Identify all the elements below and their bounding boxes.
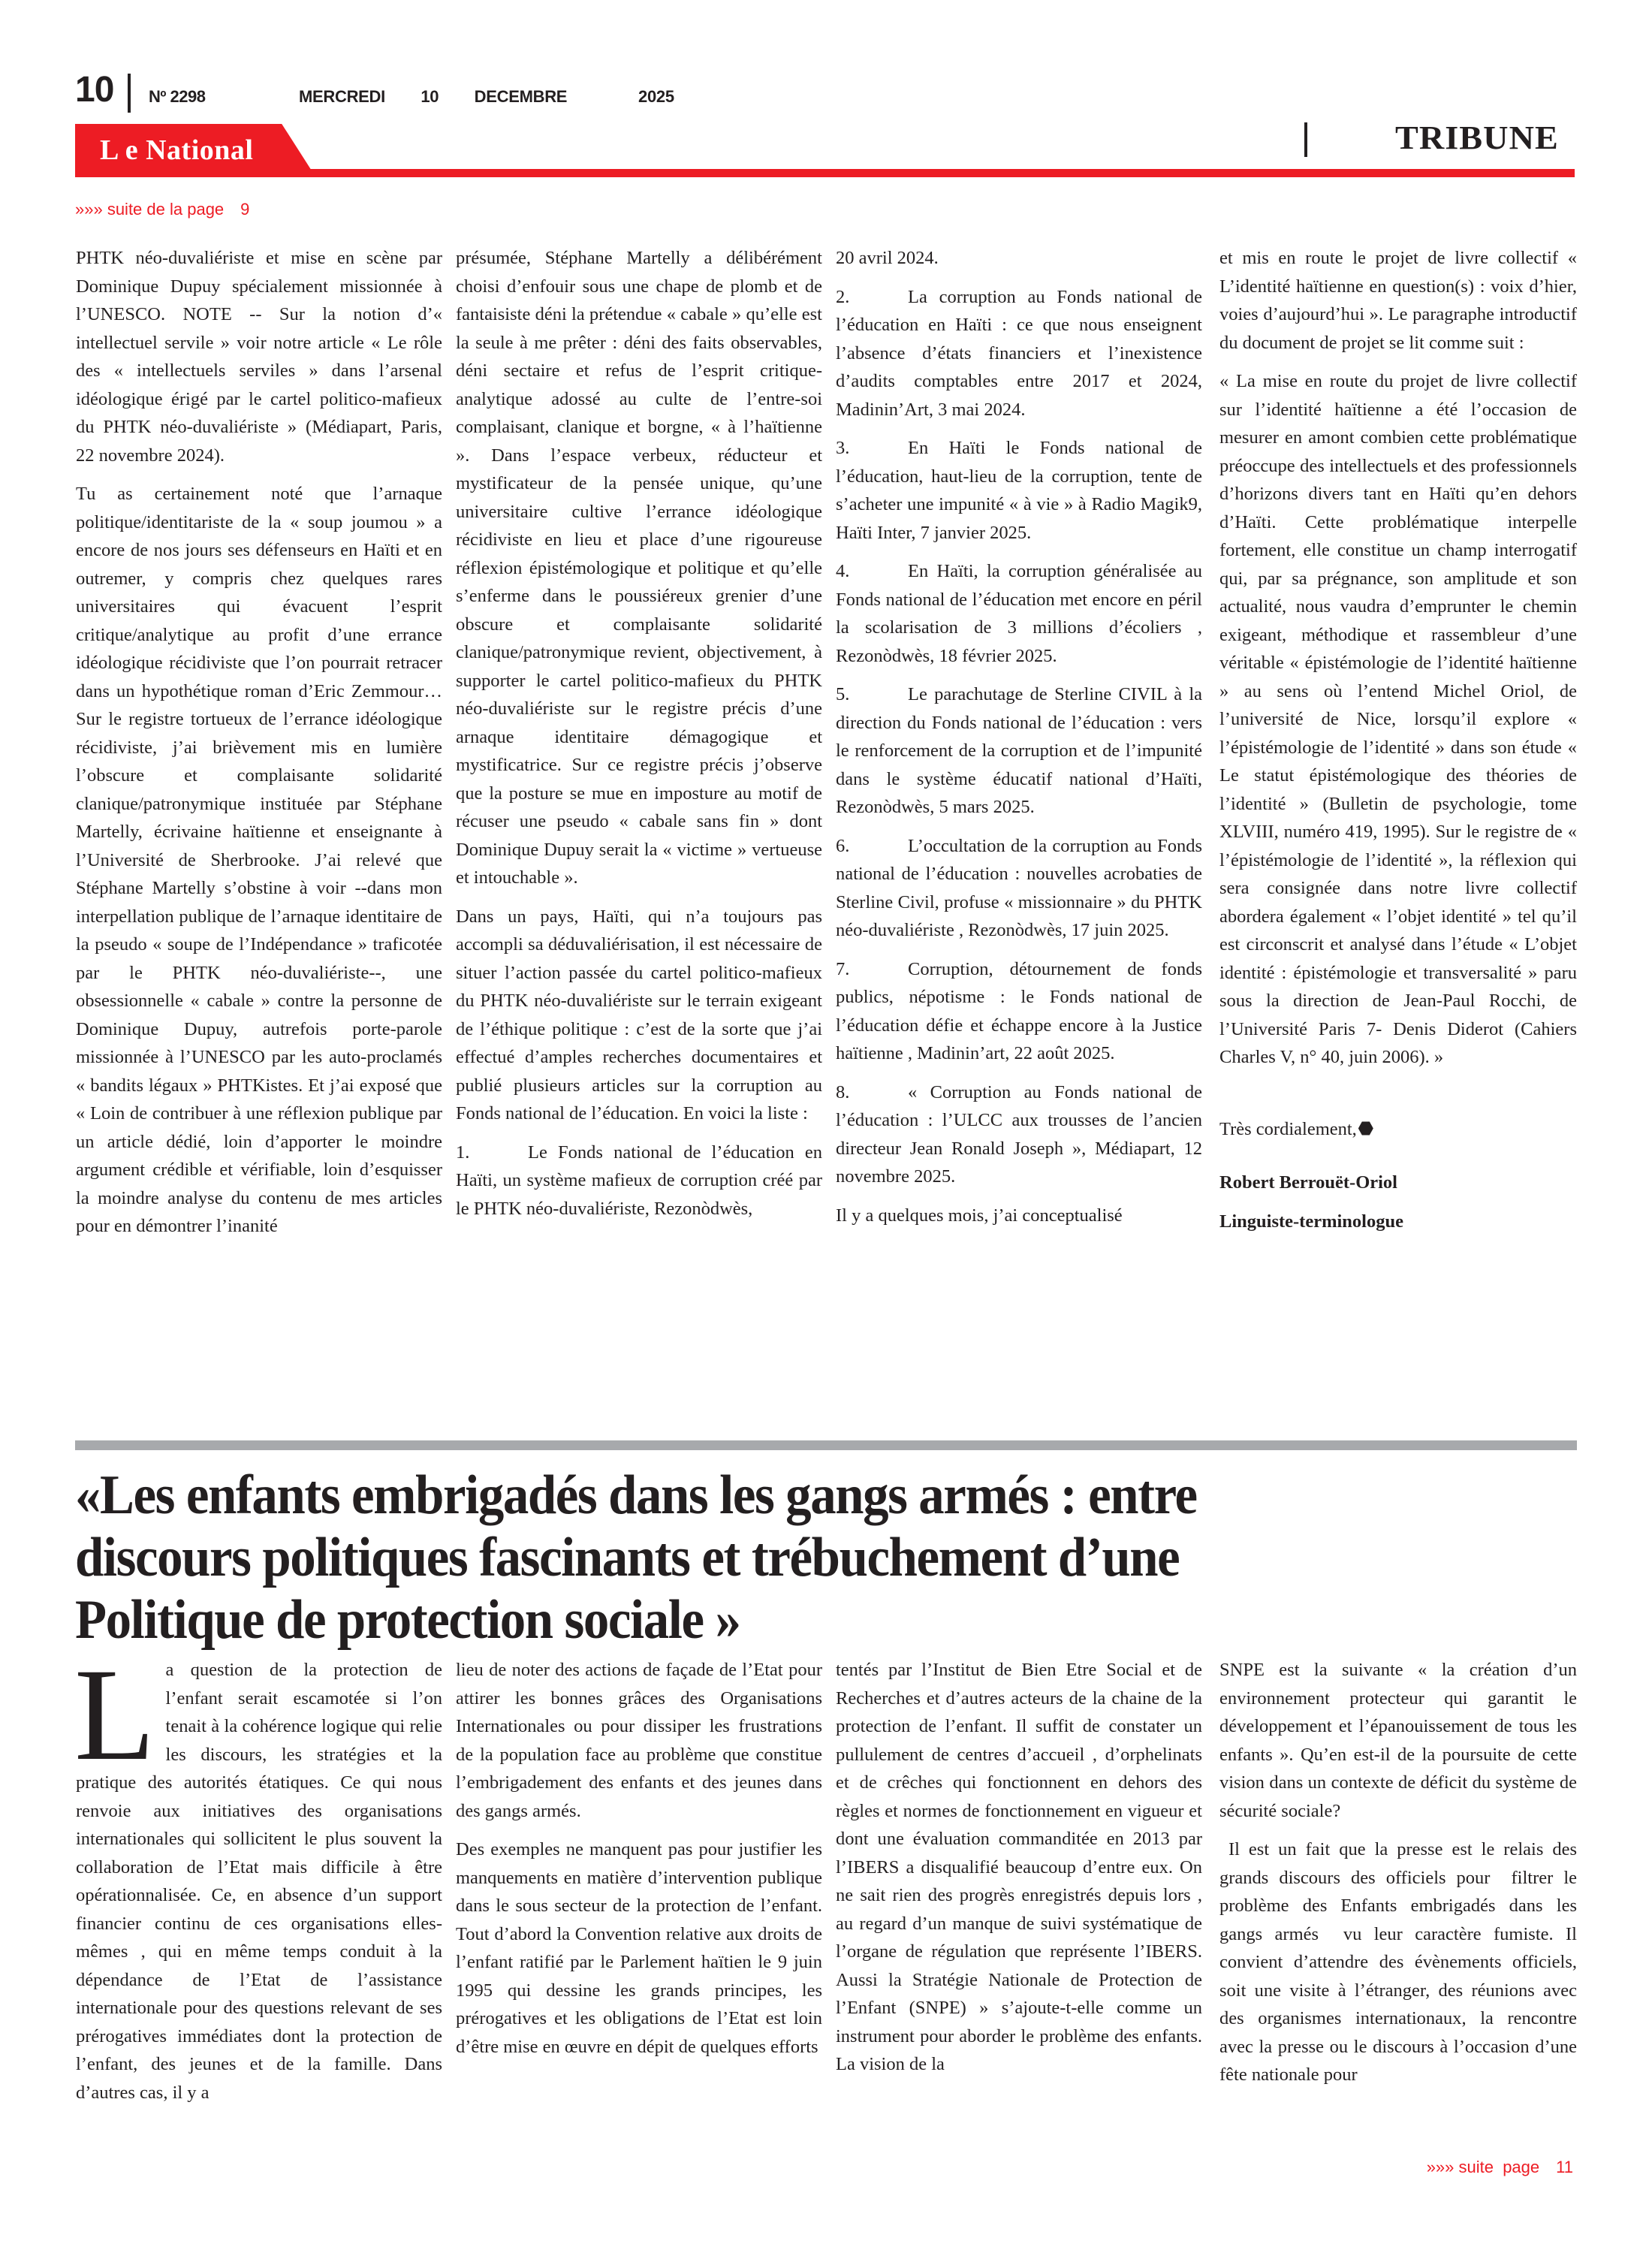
list-item (836, 955, 1202, 1068)
article2-column-4 (1219, 1656, 1582, 2100)
article1-column-4 (1219, 244, 1577, 1246)
article2-column-1 (74, 1642, 442, 2117)
author-name: Robert Berrouët-Oriol (1219, 1172, 1397, 1193)
list-number: 7. (836, 958, 850, 979)
signoff (1219, 1115, 1577, 1144)
article2-column-3 (836, 1656, 1202, 2089)
paragraph: Des exemples ne manquent pas pour justifier les manquements en matière d’intervention publique dans le sous secteur de la protection de l’enfant. Tout d’abord la Convention relative aux droits de l’enfant ratifié par le Parlement haïtien le 9 juin 1995 qui dessine les grands principes, les prérogatives et les obligations de l’Etat est loin d’être mise en œuvre en dépit de quelques efforts (456, 1839, 822, 2057)
paragraph: Il est un fait que la presse est le relais des grands discours des officiels pour filtrer le problème des Enfants embrigadés dans les gangs armés vu leur caractère fumiste. Il convient d’attendre des évènements officiels, soit une visite à l’étranger, des réunions avec des organismes internationaux, la rencontre avec la presse ou le discours à l’occasion d’une fête nationale pour (1219, 1839, 1582, 2085)
list-number: 1. (456, 1142, 470, 1163)
continued-from[interactable] (75, 200, 249, 219)
paragraph (74, 1642, 442, 2107)
list-text: En Haïti, la corruption généralisée au Fonds national de l’éducation met encore en péril la scolarisation de 3 millions d’écoliers , Rezonòdwès, 18 février 2025. (836, 561, 1202, 666)
headline-line: discours politiques fascinants et trébuchement d’une (75, 1527, 1180, 1588)
list-item (836, 434, 1202, 547)
list-text: La corruption au Fonds national de l’éducation en Haïti : ce que nous enseignent l’absence d’états financiers et l’inexistence d’audits comptables entre 2017 et 2024, Madinin’Art, 3 mai 2024. (836, 286, 1202, 420)
list-number: 2. (836, 286, 850, 307)
continued-to-page: 11 (1556, 2158, 1573, 2176)
drop-cap: L (74, 1642, 155, 1788)
list-text: Le parachutage de Sterline CIVIL à la direction du Fonds national de l’éducation : vers le renforcement de la corruption et de l’impunité dans le système éducatif national d’Haïti, Rezonòdwès, 5 mars 2025. (836, 684, 1202, 817)
paragraph: lieu de noter des actions de façade de l’Etat pour attirer les bonnes grâces des Organisations Internationales ou pour dissiper les frustrations de la population face au problème que constitue l’embrigadement des enfants et des jeunes dans des gangs armés. (456, 1660, 822, 1821)
paragraph: et mis en route le projet de livre collectif « L’identité haïtienne en question(s) : voix d’hier, voies d’aujourd’hui ». Le paragraphe introductif du document de projet se lit comme suit : (1219, 248, 1577, 353)
continued-to-label: »»» suite page (1426, 2158, 1540, 2176)
list-item (836, 283, 1202, 424)
paragraph: « La mise en route du projet de livre collectif sur l’identité haïtienne a été l’occasion de mesurer en amont combien cette problématique préoccupe des intellectuels et des professionnels d’horizons divers tant en Haïti qu’en dehors d’Haïti. Cette problématique interpelle fortement, elle constitue un champ interrogatif qui, par sa prégnance, son amplitude et son actualité, nous vaudra d’emprunter le chemin exigeant, méthodique et rassembleur d’une véritable « épistémologie de l’identité haïtienne » au sens où l’entend Michel Oriol, de l’université de Nice, lorsqu’il explore « l’épistémologie de l’identité » dans son étude « Le statut épistémologique des théories de l’identité » (Bulletin de psychologie, tome XLVIII, numéro 419, 1995). Sur le registre de « l’épistémologie de l’identité », la réflexion qui sera consignée dans notre livre collectif abordera également « l’objet identité » tel qu’il est circonscrit et analysé dans l’étude « L’objet identité : épistémologie et transversalité » paru sous la direction de Jean-Paul Rocchi, de l’Université Paris 7- Denis Diderot (Cahiers Charles V, n° 40, juin 2006). » (1219, 371, 1577, 1067)
end-mark-icon (1358, 1121, 1373, 1136)
article2-column-2 (456, 1656, 822, 2071)
page-number-divider (128, 74, 131, 113)
page-number: 10 (75, 70, 114, 110)
author-title: Linguiste-terminologue (1219, 1211, 1403, 1232)
list-item (836, 557, 1202, 670)
list-text: L’occultation de la corruption au Fonds national de l’éducation : nouvelles acrobaties de Sterline Civil, profuse « missionnaire » du PHTK néo-duvaliériste , Rezonòdwès, 17 juin 2025. (836, 835, 1202, 940)
list-text: Corruption, détournement de fonds publics, népotisme : le Fonds national de l’éducation défie et échappe encore à la Justice haïtienne , Madinin’art, 22 août 2025. (836, 958, 1202, 1063)
issue-number: Nº 2298 (149, 87, 206, 106)
paragraph: PHTK néo-duvaliériste et mise en scène par Dominique Dupuy spécialement missionnée à l’UNESCO. NOTE -- Sur la notion d’« intellectuel servile » voir notre article « Le rôle des « intellectuels serviles » dans l’arsenal idéologique érigé par le cartel politico-mafieux du PHTK néo-duvaliériste » (Médiapart, Paris, 22 novembre 2024). (76, 248, 442, 466)
paragraph-text: a question de la protection de l’enfant serait escamotée si l’on tenait à la cohérence logique qui relie les discours, les stratégies et la pratique des autorités étatiques. Ce qui nous renvoie aux initiatives des organisations internationales qui sollicitent le plus souvent la collaboration de l’Etat mais difficile à être opérationnalisée. Ce, en absence d’un support financier continu de ces organisations elles-mêmes , qui en même temps conduit à la dépendance de l’Etat de l’assistance internationale pour des questions relevant de ses prérogatives immédiates dont la protection de l’enfant, des jeunes et de la famille. Dans d’autres cas, il y a (76, 1660, 442, 2103)
list-text: Le Fonds national de l’éducation en Haïti, un système mafieux de corruption créé par le PHTK néo-duvaliériste, Rezonòdwès, (456, 1142, 822, 1219)
paragraph: tentés par l’Institut de Bien Etre Social et de Recherches et d’autres acteurs de la chaine de la protection de l’enfant. Il suffit de constater un pullulement de centres d’accueil , d’orphelinats et de crêches qui fonctionnent en dehors des règles et normes de fonctionnement en vigueur et dont une évaluation commanditée en 2013 par l’IBERS a disqualifié beaucoup d’entre eux. On ne sait rien des progrès enregistrés depuis lors , au regard d’un manque de suivi systématique de l’organe de régulation que représente l’IBERS. Aussi la Stratégie Nationale de Protection de l’Enfant (SNPE) » s’ajoute-t-elle comme un instrument pour aborder le problème des enfants. La vision de la (836, 1660, 1202, 2074)
list-number: 6. (836, 835, 850, 856)
list-text: En Haïti le Fonds national de l’éducation, haut-lieu de la corruption, tente de s’acheter une impunité « à vie » à Radio Magik9, Haïti Inter, 7 janvier 2025. (836, 438, 1202, 543)
list-item (836, 680, 1202, 822)
paragraph: Dans un pays, Haïti, qui n’a toujours pas accompli sa déduvaliérisation, il est nécessaire de situer l’action passée du cartel politico-mafieux du PHTK néo-duvaliériste sur le terrain exigeant de l’éthique politique : c’est de la sorte que j’ai effectué d’amples recherches documentaires et publié plusieurs articles sur la corruption au Fonds national de l’éducation. En voici la liste : (456, 906, 822, 1123)
continued-from-page: 9 (240, 200, 250, 219)
article2-headline (75, 1464, 1472, 1651)
list-text: « Corruption au Fonds national de l’éducation : l’ULCC aux trousses de l’ancien directeur Jean Ronald Joseph », Médiapart, 12 novembre 2025. (836, 1081, 1202, 1187)
issue-date: MERCREDI 10 DECEMBRE 2025 (299, 87, 674, 106)
list-continuation: 20 avril 2024. (836, 248, 939, 268)
signoff-text: Très cordialement, (1219, 1118, 1357, 1139)
list-number: 3. (836, 438, 850, 458)
section-divider (1304, 122, 1307, 157)
article-divider (75, 1440, 1577, 1450)
article1-column-1 (76, 244, 442, 1251)
paragraph: présumée, Stéphane Martelly a délibérément choisi d’enfouir sous une chape de plomb et de fantaisiste déni la prétendue « cabale » qu’elle est la seule à me prêter : déni des faits observables, déni sectaire et refus de l’esprit critique-analytique adossé au culte de l’entre-soi complaisant, clanique et borgne, « à l’haïtienne ». Dans l’espace verbeux, réducteur et mystificateur de la pensée unique, qu’une universitaire cultive l’errance idéologique récidiviste en lieu et place d’une rigoureuse réflexion épistémologique et politique et qu’elle s’enferme dans le poussiéreux grenier d’une obscure et complaisante solidarité clanique/patronymique revient, objectivement, à supporter le cartel politico-mafieux du PHTK néo-duvaliériste sur le registre précis d’une arnaque identitaire démagogique et mystificatrice. Sur ce registre précis j’observe que la posture se mue en imposture au motif de récuser une pseudo « cabale sans fin » dont Dominique Dupuy serait la « victime » vertueuse et intouchable ». (456, 248, 822, 888)
continued-to[interactable] (1427, 2158, 1573, 2177)
list-item (456, 1139, 822, 1223)
paragraph: Il y a quelques mois, j’ai conceptualisé (836, 1205, 1123, 1226)
article1-column-2 (456, 244, 822, 1233)
continued-from-label: »»» suite de la page (75, 200, 225, 219)
list-number: 4. (836, 561, 850, 581)
header-rule (75, 169, 1575, 177)
headline-line: «Les enfants embrigadés dans les gangs armés : entre (75, 1464, 1197, 1526)
paragraph: Tu as certainement noté que l’arnaque politique/identitariste de la « soup joumou » a encore de nos jours ses défenseurs en Haïti et en outremer, y compris chez quelques rares universitaires qui évacuent l’esprit critique/analytique au profit d’une errance idéologique récidiviste que l’on pourrait retracer dans un hypothétique roman d’Eric Zemmour… Sur le registre tortueux de l’errance idéologique récidiviste, j’ai brièvement mis en lumière l’obscure et complaisante solidarité clanique/patronymique instituée par Stéphane Martelly, écrivaine haïtienne et enseignante à l’Université de Sherbrooke. J’ai relevé que Stéphane Martelly s’obstine à voir --dans mon interpellation publique de l’arnaque identitaire de la pseudo « soupe de l’Indépendance » traficotée par le PHTK néo-duvaliériste--, une obsessionnelle « cabale » contre la personne de Dominique Dupuy, autrefois porte-parole missionnée à l’UNESCO par les auto-proclamés « bandits légaux » PHTKistes. Et j’ai exposé que « Loin de contribuer à une réflexion publique par un article dédié, loin d’apporter le moindre argument crédible et vérifiable, loin d’esquisser la moindre analyse du contenu de mes articles pour en démontrer l’inanité (76, 484, 442, 1236)
article1-column-3 (836, 244, 1202, 1240)
headline-line: Politique de protection sociale » (75, 1589, 740, 1651)
brand-logo: L e National (100, 134, 254, 166)
paragraph: SNPE est la suivante « la création d’un environnement protecteur qui garantit le développement et l’épanouissement de tous les enfants ». Qu’en est-il de la poursuite de cette vision dans un contexte de déficit du système de sécurité sociale? (1219, 1660, 1577, 1821)
list-number: 8. (836, 1081, 850, 1102)
list-item (836, 1078, 1202, 1191)
list-number: 5. (836, 684, 850, 704)
list-item (836, 832, 1202, 945)
section-title: TRIBUNE (1395, 119, 1559, 156)
